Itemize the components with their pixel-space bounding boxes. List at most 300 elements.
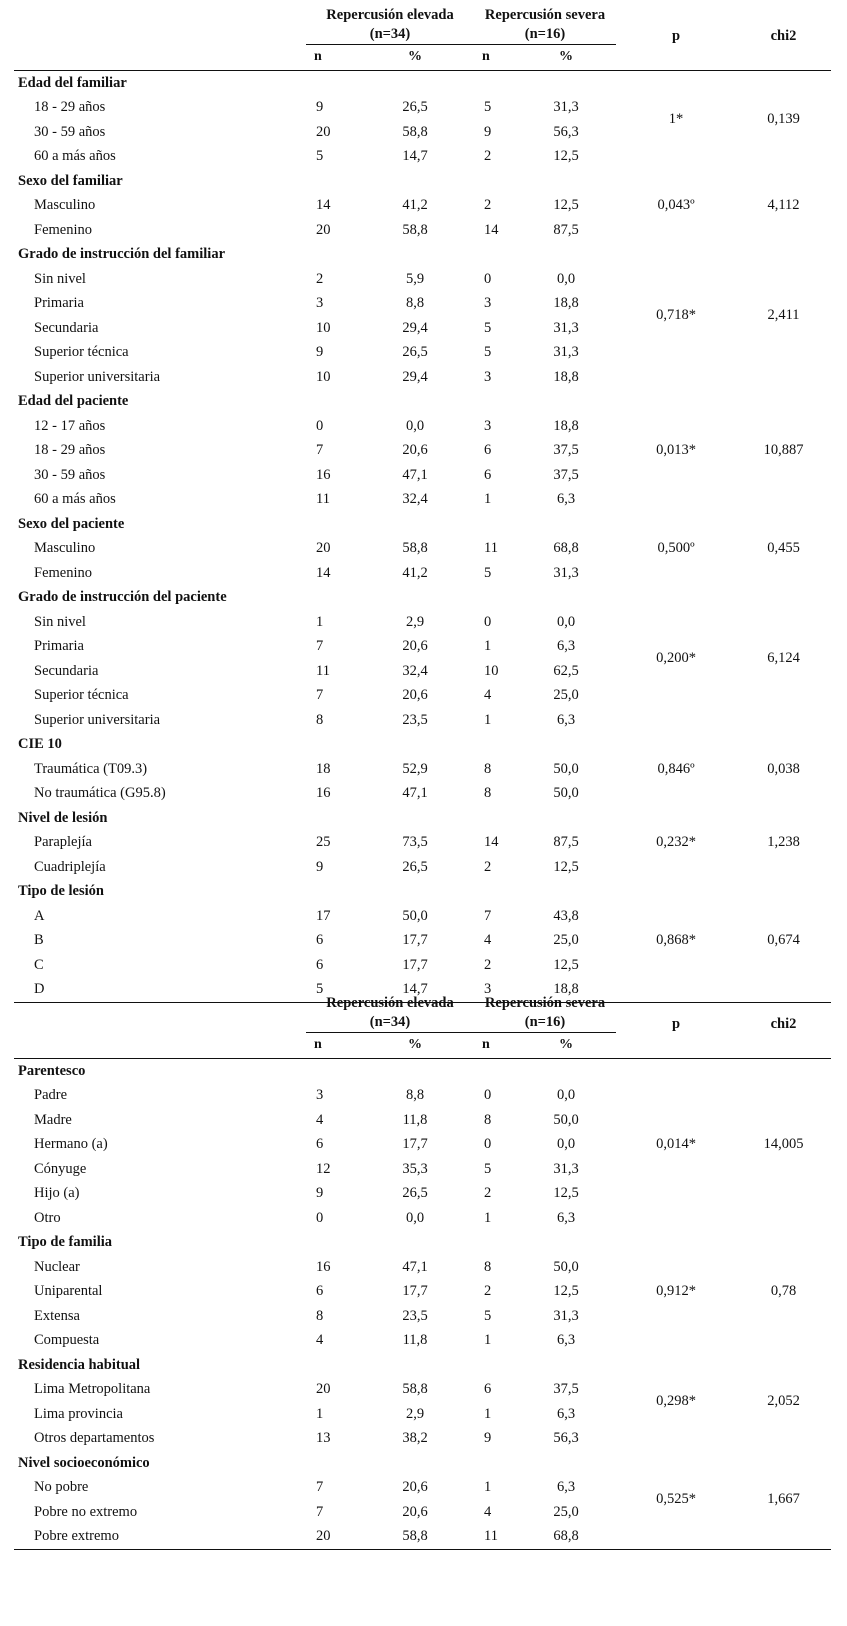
row-label: A [34, 907, 45, 924]
percent-elevada: 17,7 [402, 956, 428, 973]
header-group-1 [306, 2, 474, 45]
percent-severa: 6,3 [556, 711, 576, 728]
percent-severa: 50,0 [553, 1258, 579, 1275]
row-label: Nuclear [34, 1258, 80, 1275]
percent-severa: 0,0 [556, 1136, 576, 1152]
row-label: No traumática (G95.8) [34, 785, 166, 801]
percent-severa: 31,3 [553, 344, 579, 360]
p-value: 0,525* [616, 1451, 736, 1550]
percent-severa: 37,5 [553, 442, 579, 458]
count-elevada: 6 [316, 932, 324, 948]
count-elevada: 3 [316, 295, 324, 311]
header-row-groups [14, 990, 831, 1033]
percent-elevada: 26,5 [402, 344, 428, 360]
percent-severa: 87,5 [553, 834, 579, 850]
row-label: 60 a más años [34, 148, 116, 164]
empty-cell [516, 389, 616, 414]
count-severa: 10 [484, 662, 499, 679]
percent-elevada: 26,5 [402, 1185, 428, 1201]
percent-severa: 6,3 [556, 638, 576, 654]
category-label: Nivel de lesión [18, 809, 108, 826]
count-elevada: 0 [316, 1209, 324, 1226]
percent-elevada: 29,4 [402, 319, 428, 336]
percent-severa: 12,5 [553, 1283, 579, 1299]
header-group-line: Repercusión severa [484, 995, 606, 1011]
count-elevada: 6 [316, 1136, 324, 1152]
row-label: Lima provincia [34, 1405, 123, 1422]
count-severa: 2 [484, 197, 492, 213]
percent-elevada: 0,0 [405, 1209, 425, 1226]
count-elevada: 17 [316, 907, 331, 924]
count-severa: 0 [484, 1087, 492, 1103]
header-p: p [616, 990, 736, 1058]
percent-severa: 31,3 [553, 99, 579, 115]
category-row [14, 1353, 831, 1378]
empty-cell [306, 389, 356, 414]
percent-elevada: 20,6 [402, 1503, 428, 1520]
count-elevada: 14 [316, 197, 331, 213]
percent-elevada: 26,5 [402, 858, 428, 875]
header-group-2 [474, 2, 616, 45]
percent-elevada: 20,6 [402, 442, 428, 458]
percent-severa: 6,3 [556, 1405, 576, 1422]
empty-cell [306, 242, 356, 267]
p-value: 0,868* [616, 879, 736, 1002]
chi2-value: 0,674 [736, 879, 831, 1002]
percent-elevada: 73,5 [402, 834, 428, 850]
p-value: 0,912* [656, 1283, 696, 1299]
percent-elevada: 14,7 [402, 148, 428, 164]
percent-severa: 50,0 [553, 785, 579, 801]
percent-severa: 6,3 [556, 1332, 576, 1348]
empty-cell [356, 389, 474, 414]
p-value: 0,200* [656, 650, 696, 667]
percent-elevada: 2,9 [405, 613, 425, 630]
row-label: Sin nivel [34, 613, 86, 630]
table-body [14, 70, 831, 1002]
table-header [14, 990, 831, 1058]
count-severa: 0 [484, 613, 492, 630]
row-label: Otros departamentos [34, 1430, 155, 1446]
category-row [14, 732, 831, 757]
percent-elevada: 58,8 [402, 1528, 428, 1544]
empty-cell [516, 806, 616, 831]
header-percent: % [408, 49, 422, 64]
percent-severa: 31,3 [553, 1307, 579, 1324]
header-chi2: chi2 [736, 2, 831, 70]
row-label: C [34, 956, 44, 973]
empty-cell [474, 70, 516, 95]
empty-cell [356, 1353, 474, 1378]
percent-elevada: 5,9 [405, 270, 425, 287]
p-value: 0,500º [657, 540, 695, 556]
header-row-groups [14, 2, 831, 45]
percent-elevada: 32,4 [402, 662, 428, 679]
percent-severa: 50,0 [553, 760, 579, 777]
header-percent: % [408, 1037, 422, 1052]
count-elevada: 10 [316, 368, 331, 385]
percent-elevada: 52,9 [402, 760, 428, 777]
count-elevada: 16 [316, 1258, 331, 1275]
empty-cell [306, 70, 356, 95]
percent-elevada: 38,2 [402, 1430, 428, 1446]
p-value: 0,232* [656, 834, 696, 850]
count-severa: 2 [484, 956, 492, 973]
count-severa: 5 [484, 1307, 492, 1324]
percent-elevada: 47,1 [402, 466, 428, 483]
row-label: Masculino [34, 540, 96, 556]
percent-severa: 12,5 [553, 858, 579, 875]
row-label: 30 - 59 años [34, 123, 106, 140]
percent-severa: 43,8 [553, 907, 579, 924]
chi2-value: 0,139 [767, 111, 800, 128]
row-label: 60 a más años [34, 491, 116, 507]
count-elevada: 8 [316, 1307, 324, 1324]
results-table-2 [14, 990, 831, 1550]
header-n: n [482, 49, 490, 64]
percent-elevada: 14,7 [402, 981, 428, 997]
row-label: Superior técnica [34, 687, 129, 703]
percent-severa: 6,3 [556, 1479, 576, 1495]
count-severa: 4 [484, 1503, 492, 1520]
empty-cell [306, 1230, 356, 1255]
count-elevada: 16 [316, 466, 331, 483]
results-table-1 [14, 2, 831, 1003]
table-body [14, 1058, 831, 1549]
empty-cell [306, 1353, 356, 1378]
row-label: Cónyuge [34, 1160, 87, 1177]
chi2-value: 2,052 [767, 1393, 800, 1410]
count-elevada: 7 [316, 1503, 324, 1520]
header-group-2 [474, 990, 616, 1033]
count-elevada: 7 [316, 638, 324, 654]
percent-elevada: 11,8 [402, 1332, 428, 1348]
category-label: CIE 10 [18, 736, 62, 752]
empty-cell [356, 1230, 474, 1255]
category-row [14, 512, 831, 537]
p-value: 1* [668, 111, 684, 128]
percent-severa: 56,3 [553, 123, 579, 140]
row-label: Pobre extremo [34, 1528, 119, 1544]
count-elevada: 5 [316, 148, 324, 164]
count-severa: 5 [484, 319, 492, 336]
empty-cell [356, 169, 474, 194]
empty-cell [474, 512, 516, 537]
empty-cell [306, 1451, 356, 1476]
category-label: Parentesco [18, 1062, 86, 1079]
row-label: Superior universitaria [34, 368, 161, 385]
percent-severa: 12,5 [553, 197, 579, 213]
empty-cell [356, 242, 474, 267]
category-row [14, 1058, 831, 1083]
count-severa: 5 [484, 564, 492, 581]
empty-cell [474, 806, 516, 831]
percent-elevada: 32,4 [402, 491, 428, 507]
count-severa: 8 [484, 1258, 492, 1275]
chi2-value: 6,124 [767, 650, 800, 667]
category-row [14, 879, 831, 904]
header-n: n [314, 1037, 322, 1052]
percent-severa: 87,5 [553, 221, 579, 238]
chi2-value: 2,411 [767, 307, 800, 324]
row-label: Femenino [34, 564, 92, 581]
percent-elevada: 35,3 [402, 1160, 428, 1177]
percent-elevada: 26,5 [402, 99, 428, 115]
row-label: Hermano (a) [34, 1136, 108, 1152]
percent-severa: 25,0 [553, 932, 579, 948]
empty-cell [474, 169, 516, 194]
count-elevada: 9 [316, 1185, 324, 1201]
count-severa: 3 [484, 417, 492, 434]
category-label: Edad del paciente [18, 393, 129, 409]
count-elevada: 10 [316, 319, 331, 336]
p-value: 0,298* [656, 1393, 696, 1410]
count-severa: 11 [484, 1528, 498, 1544]
percent-elevada: 20,6 [402, 687, 428, 703]
row-label: Femenino [34, 221, 92, 238]
count-elevada: 8 [316, 711, 324, 728]
count-elevada: 9 [316, 858, 324, 875]
empty-cell [356, 70, 474, 95]
category-label: Tipo de lesión [18, 883, 104, 899]
chi2-value: 1,667 [736, 1451, 831, 1550]
count-elevada: 13 [316, 1430, 331, 1446]
chi2-value: 4,112 [767, 197, 800, 213]
empty-cell [306, 585, 356, 610]
header-n: n [314, 49, 322, 64]
percent-severa: 56,3 [553, 1430, 579, 1446]
category-label: Grado de instrucción del paciente [18, 589, 227, 605]
percent-elevada: 29,4 [402, 368, 428, 385]
category-row [14, 585, 831, 610]
count-severa: 0 [484, 1136, 492, 1152]
empty-cell [474, 732, 516, 757]
percent-severa: 0,0 [556, 1087, 576, 1103]
empty-cell [474, 1058, 516, 1083]
empty-cell [516, 512, 616, 537]
row-label: Otro [34, 1209, 61, 1226]
count-severa: 6 [484, 442, 492, 458]
percent-severa: 0,0 [556, 270, 576, 287]
count-severa: 2 [484, 1185, 492, 1201]
empty-cell [356, 732, 474, 757]
count-severa: 3 [484, 295, 492, 311]
count-elevada: 1 [316, 1405, 324, 1422]
count-severa: 9 [484, 1430, 492, 1446]
percent-severa: 31,3 [553, 564, 579, 581]
percent-severa: 25,0 [553, 1503, 579, 1520]
percent-elevada: 58,8 [402, 221, 428, 238]
header-percent: % [559, 49, 573, 64]
category-label: Edad del familiar [18, 74, 127, 91]
empty-cell [356, 585, 474, 610]
count-severa: 11 [484, 540, 498, 556]
percent-severa: 18,8 [553, 295, 579, 311]
category-label: Tipo de familia [18, 1234, 112, 1250]
count-elevada: 20 [316, 123, 331, 140]
percent-elevada: 0,0 [405, 417, 425, 434]
category-row [14, 1451, 831, 1476]
count-severa: 2 [484, 1283, 492, 1299]
empty-cell [306, 732, 356, 757]
row-label: Secundaria [34, 662, 99, 679]
row-label: Sin nivel [34, 270, 86, 287]
percent-severa: 62,5 [553, 662, 579, 679]
empty-cell [474, 879, 516, 904]
percent-elevada: 58,8 [402, 123, 428, 140]
count-severa: 1 [484, 1332, 492, 1348]
category-label: Grado de instrucción del familiar [18, 246, 226, 262]
count-severa: 2 [484, 858, 492, 875]
percent-elevada: 23,5 [402, 711, 428, 728]
percent-severa: 37,5 [553, 466, 579, 483]
count-severa: 1 [484, 1479, 492, 1495]
count-elevada: 4 [316, 1332, 324, 1348]
row-label: Masculino [34, 197, 96, 213]
empty-cell [474, 1353, 516, 1378]
count-severa: 4 [484, 932, 492, 948]
percent-severa: 31,3 [553, 319, 579, 336]
count-severa: 2 [484, 148, 492, 164]
count-elevada: 20 [316, 540, 331, 556]
row-label: Pobre no extremo [34, 1503, 138, 1520]
row-label: B [34, 932, 44, 948]
count-elevada: 4 [316, 1111, 324, 1128]
row-label: Cuadriplejía [34, 858, 106, 875]
empty-cell [516, 1230, 616, 1255]
count-elevada: 7 [316, 442, 324, 458]
count-severa: 8 [484, 1111, 492, 1128]
count-elevada: 20 [316, 1381, 331, 1397]
percent-elevada: 20,6 [402, 638, 428, 654]
empty-cell [356, 512, 474, 537]
percent-elevada: 20,6 [402, 1479, 428, 1495]
percent-elevada: 8,8 [405, 1087, 425, 1103]
row-label: Superior universitaria [34, 711, 161, 728]
row-label: Hijo (a) [34, 1185, 80, 1201]
category-row [14, 1230, 831, 1255]
percent-severa: 0,0 [556, 613, 576, 630]
empty-cell [356, 1058, 474, 1083]
count-severa: 9 [484, 123, 492, 140]
count-elevada: 14 [316, 564, 331, 581]
row-label: No pobre [34, 1479, 89, 1495]
count-elevada: 9 [316, 99, 324, 115]
percent-severa: 68,8 [553, 540, 579, 556]
row-label: 18 - 29 años [34, 99, 106, 115]
percent-elevada: 50,0 [402, 907, 428, 924]
chi2-value: 1,238 [767, 834, 800, 850]
p-value: 0,043º [657, 197, 695, 213]
percent-severa: 12,5 [553, 956, 579, 973]
header-blank [14, 2, 306, 70]
row-label: Paraplejía [34, 834, 92, 850]
count-severa: 3 [484, 368, 492, 385]
header-percent: % [559, 1037, 573, 1052]
row-label: 30 - 59 años [34, 466, 106, 483]
header-group-line: Repercusión elevada [326, 7, 454, 23]
category-row [14, 169, 831, 194]
category-row [14, 389, 831, 414]
empty-cell [516, 1058, 616, 1083]
empty-cell [306, 879, 356, 904]
header-group-line: Repercusión severa [484, 7, 606, 23]
header-group-line: Repercusión elevada [326, 995, 454, 1011]
percent-elevada: 2,9 [405, 1405, 425, 1422]
count-severa: 1 [484, 638, 492, 654]
percent-elevada: 17,7 [402, 1283, 428, 1299]
empty-cell [516, 70, 616, 95]
percent-elevada: 17,7 [402, 1136, 428, 1152]
row-label: Primaria [34, 638, 84, 654]
header-group-line: (n=34) [369, 26, 411, 42]
count-elevada: 20 [316, 221, 331, 238]
percent-elevada: 47,1 [402, 1258, 428, 1275]
empty-cell [516, 585, 616, 610]
empty-cell [474, 1230, 516, 1255]
percent-elevada: 8,8 [405, 295, 425, 311]
empty-cell [516, 1451, 616, 1476]
count-elevada: 7 [316, 687, 324, 703]
percent-severa: 18,8 [553, 417, 579, 434]
empty-cell [306, 806, 356, 831]
chi2-value: 0,455 [767, 540, 800, 556]
count-elevada: 6 [316, 1283, 324, 1299]
empty-cell [356, 806, 474, 831]
count-elevada: 25 [316, 834, 331, 850]
count-severa: 3 [484, 981, 492, 997]
empty-cell [516, 169, 616, 194]
empty-cell [516, 879, 616, 904]
count-severa: 5 [484, 344, 492, 360]
row-label: Primaria [34, 295, 84, 311]
count-elevada: 20 [316, 1528, 331, 1544]
chi2-value: 0,78 [770, 1283, 797, 1299]
p-value: 0,013* [656, 442, 696, 458]
percent-severa: 12,5 [553, 148, 579, 164]
row-label: 12 - 17 años [34, 417, 106, 434]
row-label: Secundaria [34, 319, 99, 336]
row-label: 18 - 29 años [34, 442, 106, 458]
header-p: p [616, 2, 736, 70]
percent-severa: 25,0 [553, 687, 579, 703]
percent-elevada: 47,1 [402, 785, 428, 801]
percent-elevada: 11,8 [402, 1111, 428, 1128]
category-label: Residencia habitual [18, 1356, 141, 1373]
empty-cell [474, 1451, 516, 1476]
header-group-line: (n=16) [524, 26, 566, 42]
percent-severa: 12,5 [553, 1185, 579, 1201]
count-elevada: 5 [316, 981, 324, 997]
percent-severa: 68,8 [553, 1528, 579, 1544]
empty-cell [474, 389, 516, 414]
count-severa: 14 [484, 834, 499, 850]
row-label: Compuesta [34, 1332, 100, 1348]
category-row [14, 70, 831, 95]
count-elevada: 7 [316, 1479, 324, 1495]
row-label: Traumática (T09.3) [34, 760, 148, 777]
empty-cell [306, 1058, 356, 1083]
category-row [14, 242, 831, 267]
percent-severa: 6,3 [556, 1209, 576, 1226]
count-elevada: 6 [316, 956, 324, 973]
count-severa: 4 [484, 687, 492, 703]
count-elevada: 16 [316, 785, 331, 801]
empty-cell [516, 1353, 616, 1378]
count-severa: 6 [484, 1381, 492, 1397]
count-severa: 1 [484, 711, 492, 728]
count-elevada: 2 [316, 270, 324, 287]
